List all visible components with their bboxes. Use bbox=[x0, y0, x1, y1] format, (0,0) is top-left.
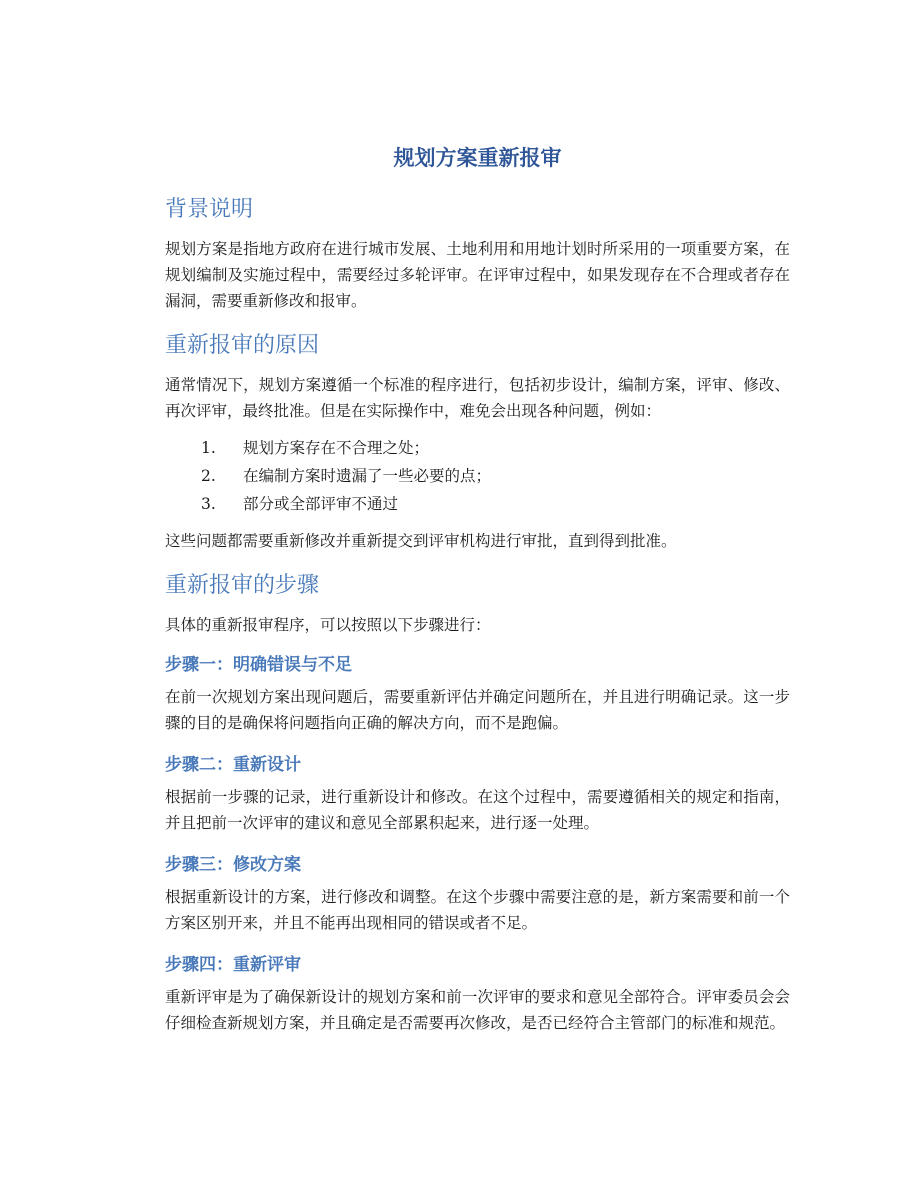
heading-steps: 重新报审的步骤 bbox=[165, 573, 320, 598]
list-item-number: 2. bbox=[201, 467, 216, 485]
list-item bbox=[201, 462, 790, 490]
heading-step-3: 步骤三：修改方案 bbox=[165, 855, 301, 875]
heading-step-1: 步骤一：明确错误与不足 bbox=[165, 655, 352, 675]
list-item bbox=[201, 490, 790, 518]
step-1-paragraph: 在前一次规划方案出现问题后，需要重新评估并确定问题所在，并且进行明确记录。这一步骤的目的是确保将问题指向正确的解决方向，而不是跑偏。 bbox=[165, 688, 790, 732]
list-item-text: 规划方案存在不合理之处； bbox=[243, 439, 430, 457]
list-item-text: 在编制方案时遗漏了一些必要的点； bbox=[243, 467, 492, 485]
list-item-text: 部分或全部评审不通过 bbox=[243, 495, 399, 513]
heading-reasons: 重新报审的原因 bbox=[165, 333, 320, 358]
step-3-paragraph: 根据重新设计的方案，进行修改和调整。在这个步骤中需要注意的是，新方案需要和前一个方案区别开来，并且不能再出现相同的错误或者不足。 bbox=[165, 888, 790, 932]
reasons-list bbox=[165, 434, 790, 518]
step-4-paragraph: 重新评审是为了确保新设计的规划方案和前一次评审的要求和意见全部符合。评审委员会会仔细检查新规划方案，并且确定是否需要再次修改，是否已经符合主管部门的标准和规范。 bbox=[165, 988, 790, 1032]
list-item-number: 3. bbox=[201, 495, 216, 513]
list-item bbox=[201, 434, 790, 462]
reasons-closing-paragraph: 这些问题都需要重新修改并重新提交到评审机构进行审批，直到得到批准。 bbox=[165, 532, 677, 550]
steps-intro-paragraph: 具体的重新报审程序，可以按照以下步骤进行： bbox=[165, 616, 491, 634]
document-title: 规划方案重新报审 bbox=[393, 146, 562, 170]
document-page bbox=[165, 140, 790, 1048]
reasons-paragraph: 通常情况下，规划方案遵循一个标准的程序进行，包括初步设计，编制方案，评审、修改、再次评审，最终批准。但是在实际操作中，难免会出现各种问题，例如： bbox=[165, 376, 790, 420]
step-2-paragraph: 根据前一步骤的记录，进行重新设计和修改。在这个过程中，需要遵循相关的规定和指南，并且把前一次评审的建议和意见全部累积起来，进行逐一处理。 bbox=[165, 788, 790, 832]
heading-background: 背景说明 bbox=[165, 197, 254, 222]
heading-step-4: 步骤四：重新评审 bbox=[165, 955, 301, 975]
background-paragraph: 规划方案是指地方政府在进行城市发展、土地利用和用地计划时所采用的一项重要方案，在规划编制及实施过程中，需要经过多轮评审。在评审过程中，如果发现存在不合理或者存在漏洞，需要重新修改和报审。 bbox=[165, 240, 790, 310]
heading-step-2: 步骤二：重新设计 bbox=[165, 755, 301, 775]
list-item-number: 1. bbox=[201, 439, 216, 457]
